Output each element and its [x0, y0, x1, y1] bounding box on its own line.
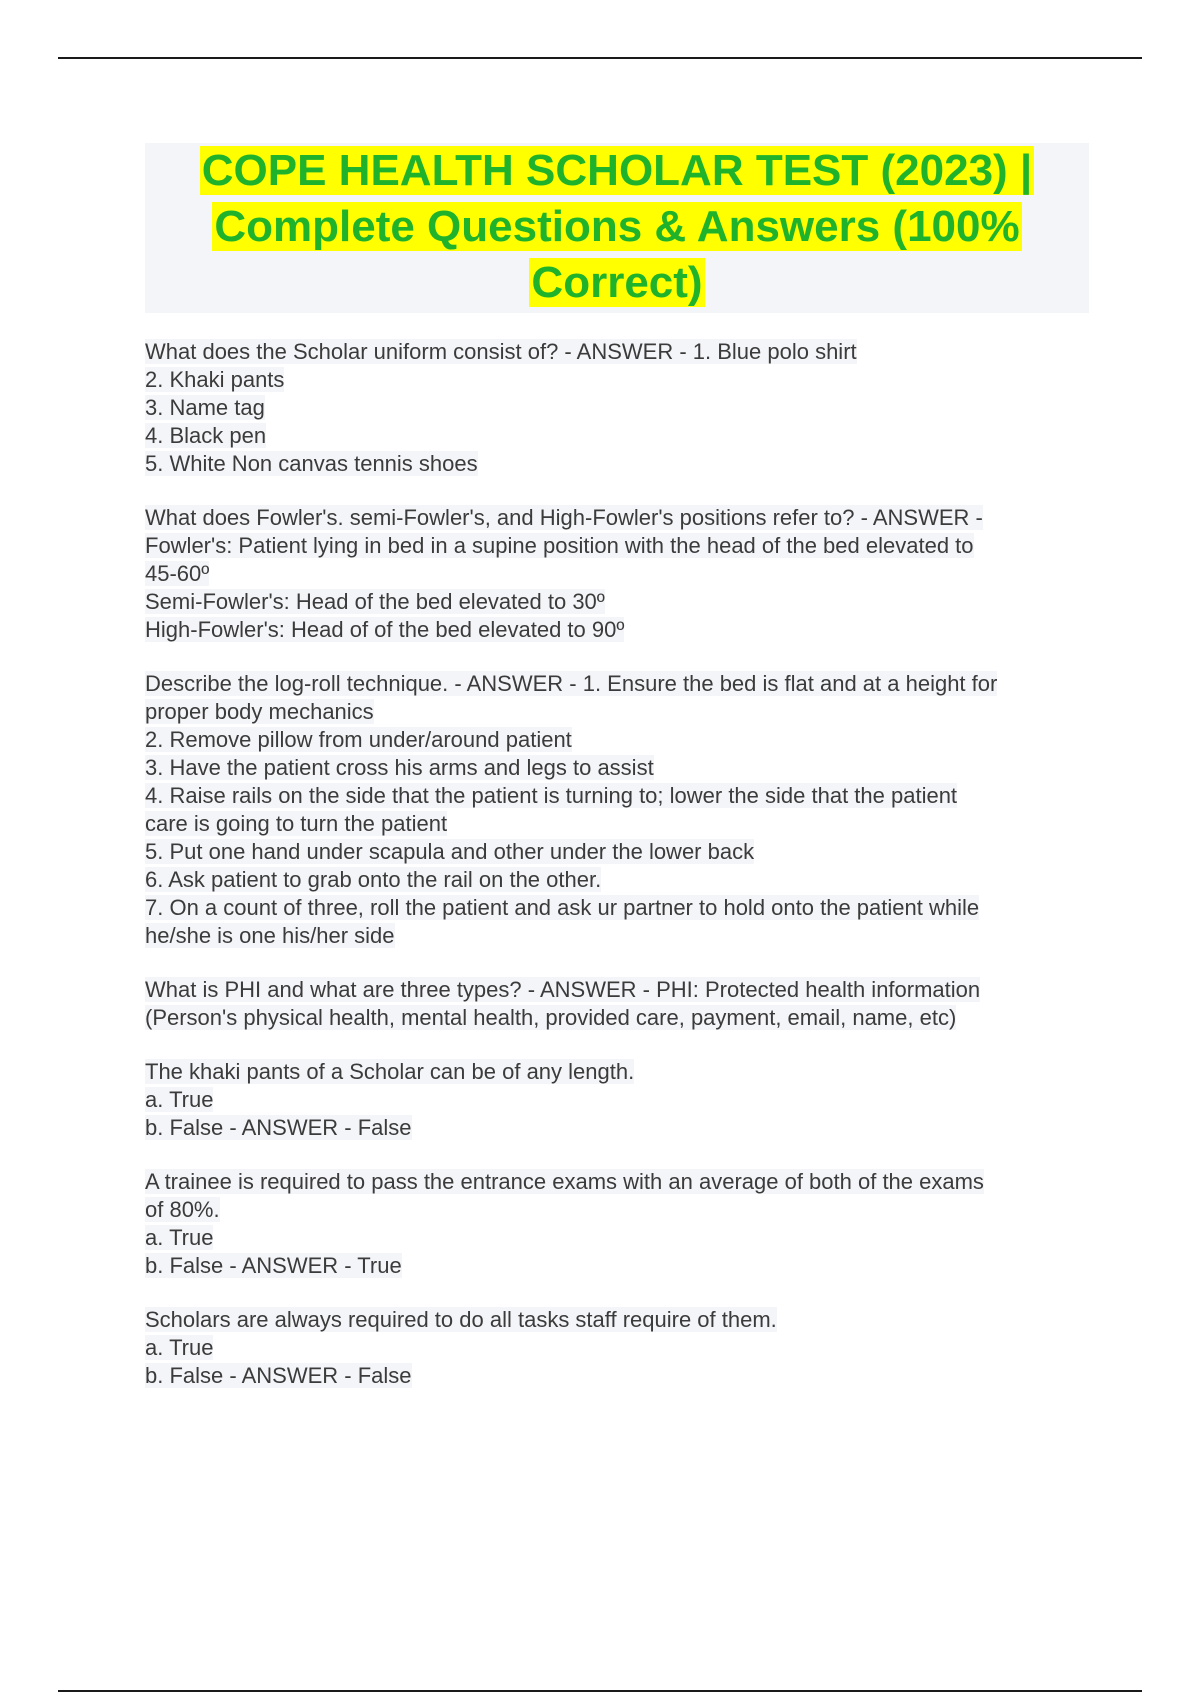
qa-item-phi — [145, 976, 1089, 1032]
text-line: 4. Black pen — [145, 423, 267, 448]
text-line: 5. White Non canvas tennis shoes — [145, 451, 478, 476]
text-line: care is going to turn the patient — [145, 811, 448, 836]
text-line: proper body mechanics — [145, 699, 374, 724]
qa-item-log-roll — [145, 670, 1089, 950]
text-line: 4. Raise rails on the side that the patient is turning to; lower the side that the patient — [145, 783, 958, 808]
text-line: What does the Scholar uniform consist of? - ANSWER - 1. Blue polo shirt — [145, 339, 857, 364]
text-line: 6. Ask patient to grab onto the rail on the other. — [145, 867, 602, 892]
bottom-rule — [58, 1690, 1142, 1692]
text-line: Describe the log-roll technique. - ANSWER - 1. Ensure the bed is flat and at a height for — [145, 671, 998, 696]
text-line: a. True — [145, 1087, 214, 1112]
qa-item-uniform — [145, 338, 1089, 478]
text-line: of 80%. — [145, 1197, 220, 1222]
text-line: (Person's physical health, mental health, provided care, payment, email, name, etc) — [145, 1005, 957, 1030]
qa-list — [145, 338, 1089, 1416]
text-line: 5. Put one hand under scapula and other under the lower back — [145, 839, 755, 864]
text-line: 2. Khaki pants — [145, 367, 285, 392]
text-line: What does Fowler's. semi-Fowler's, and High-Fowler's positions refer to? - ANSWER - — [145, 505, 983, 530]
text-line: a. True — [145, 1335, 214, 1360]
text-line: What is PHI and what are three types? - ANSWER - PHI: Protected health information — [145, 977, 981, 1002]
text-line: A trainee is required to pass the entrance exams with an average of both of the exams — [145, 1169, 984, 1194]
text-line: The khaki pants of a Scholar can be of any length. — [145, 1059, 635, 1084]
text-line: 45-60º — [145, 561, 210, 586]
text-line: Fowler's: Patient lying in bed in a supine position with the head of the bed elevated to — [145, 533, 974, 558]
text-line: he/she is one his/her side — [145, 923, 395, 948]
text-line: b. False - ANSWER - True — [145, 1253, 402, 1278]
text-line: b. False - ANSWER - False — [145, 1363, 412, 1388]
text-line: 7. On a count of three, roll the patient and ask ur partner to hold onto the patient while — [145, 895, 980, 920]
qa-item-fowlers — [145, 504, 1089, 644]
text-line: b. False - ANSWER - False — [145, 1115, 412, 1140]
title-line: COPE HEALTH SCHOLAR TEST (2023) | — [201, 146, 1033, 195]
text-line: 3. Have the patient cross his arms and legs to assist — [145, 755, 654, 780]
title-line: Complete Questions & Answers (100% — [214, 202, 1020, 251]
text-line: Semi-Fowler's: Head of the bed elevated to 30º — [145, 589, 605, 614]
qa-item-khaki-length — [145, 1058, 1089, 1142]
qa-item-staff-tasks — [145, 1306, 1089, 1390]
top-rule — [58, 57, 1142, 59]
title-line: Correct) — [531, 258, 703, 307]
text-line: 2. Remove pillow from under/around patient — [145, 727, 572, 752]
document-title — [145, 143, 1089, 311]
text-line: a. True — [145, 1225, 214, 1250]
title-block — [145, 143, 1089, 313]
text-line: 3. Name tag — [145, 395, 265, 420]
text-line: Scholars are always required to do all tasks staff require of them. — [145, 1307, 777, 1332]
qa-item-entrance-exams — [145, 1168, 1089, 1280]
text-line: High-Fowler's: Head of of the bed elevated to 90º — [145, 617, 625, 642]
